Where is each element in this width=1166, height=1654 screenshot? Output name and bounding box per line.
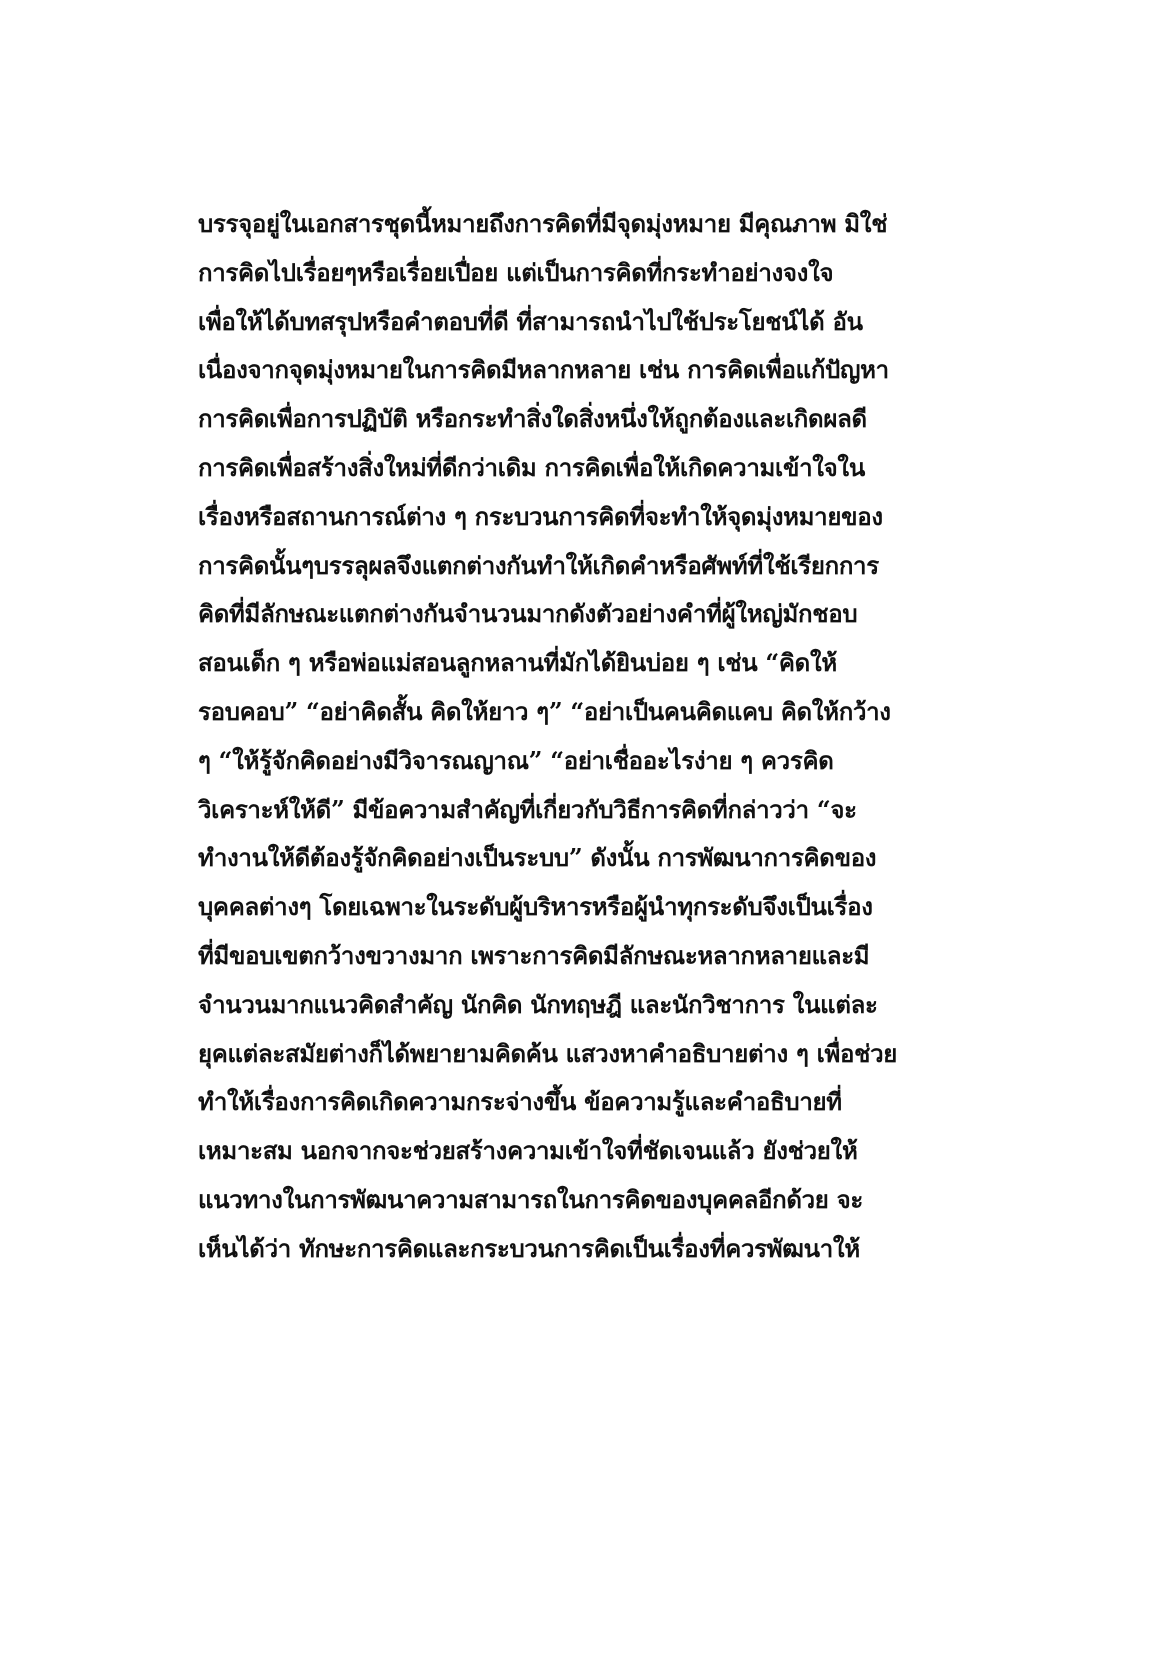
text-line: เนื่องจากจุดมุ่งหมายในการคิดมีหลากหลาย เช่น การคิดเพื่อแก้ปัญหา	[198, 355, 889, 385]
text-line: เพื่อให้ได้บทสรุปหรือคำตอบที่ดี ที่สามารถนำไปใช้ประโยชน์ได้ อัน	[198, 306, 863, 336]
text-line: ๆ “ให้รู้จักคิดอย่างมีวิจารณญาณ” “อย่าเชื่ออะไรง่าย ๆ ควรคิด	[198, 745, 834, 775]
text-line: แนวทางในการพัฒนาความสามารถในการคิดของบุคคลอีกด้วย จะ	[198, 1184, 863, 1214]
text-line: การคิดเพื่อสร้างสิ่งใหม่ที่ดีกว่าเดิม การคิดเพื่อให้เกิดความเข้าใจใน	[198, 452, 865, 482]
text-line: เหมาะสม นอกจากจะช่วยสร้างความเข้าใจที่ชัดเจนแล้ว ยังช่วยให้	[198, 1136, 858, 1166]
text-line: ทำงานให้ดีต้องรู้จักคิดอย่างเป็นระบบ” ดังนั้น การพัฒนาการคิดของ	[198, 843, 877, 873]
text-line: ที่มีขอบเขตกว้างขวางมาก เพราะการคิดมีลักษณะหลากหลายและมี	[198, 940, 870, 970]
text-line: ยุคแต่ละสมัยต่างก็ได้พยายามคิดค้น แสวงหาคำอธิบายต่าง ๆ เพื่อช่วย	[198, 1038, 898, 1068]
body-paragraph	[198, 200, 978, 1274]
text-line: การคิดนั้นๆบรรลุผลจึงแตกต่างกันทำให้เกิดคำหรือศัพท์ที่ใช้เรียกการ	[198, 550, 879, 580]
text-line: การคิดเพื่อการปฏิบัติ หรือกระทำสิ่งใดสิ่งหนึ่งให้ถูกต้องและเกิดผลดี	[198, 404, 867, 434]
text-line: เรื่องหรือสถานการณ์ต่าง ๆ กระบวนการคิดที่จะทำให้จุดมุ่งหมายของ	[198, 501, 883, 531]
text-line: บรรจุอยู่ในเอกสารชุดนี้หมายถึงการคิดที่มีจุดมุ่งหมาย มีคุณภาพ มิใช่	[198, 209, 888, 238]
text-line: การคิดไปเรื่อยๆหรือเรื่อยเปื่อย แต่เป็นการคิดที่กระทำอย่างจงใจ	[198, 257, 834, 287]
text-line: จำนวนมากแนวคิดสำคัญ นักคิด นักทฤษฎี และนักวิชาการ ในแต่ละ	[198, 989, 878, 1019]
text-line: คิดที่มีลักษณะแตกต่างกันจำนวนมากดังตัวอย่างคำที่ผู้ใหญ่มักชอบ	[198, 599, 858, 629]
text-line: เห็นได้ว่า ทักษะการคิดและกระบวนการคิดเป็นเรื่องที่ควรพัฒนาให้	[198, 1233, 860, 1263]
text-line: บุคคลต่างๆ โดยเฉพาะในระดับผู้บริหารหรือผู้นำทุกระดับจึงเป็นเรื่อง	[198, 892, 873, 922]
text-line: สอนเด็ก ๆ หรือพ่อแม่สอนลูกหลานที่มักได้ยินบ่อย ๆ เช่น “คิดให้	[198, 648, 837, 678]
text-line: ทำให้เรื่องการคิดเกิดความกระจ่างขึ้น ข้อความรู้และคำอธิบายที่	[198, 1087, 842, 1117]
text-line: วิเคราะห์ให้ดี” มีข้อความสำคัญที่เกี่ยวกับวิธีการคิดที่กล่าวว่า “จะ	[198, 794, 857, 824]
text-line: รอบคอบ” “อย่าคิดสั้น คิดให้ยาว ๆ” “อย่าเป็นคนคิดแคบ คิดให้กว้าง	[198, 696, 891, 726]
